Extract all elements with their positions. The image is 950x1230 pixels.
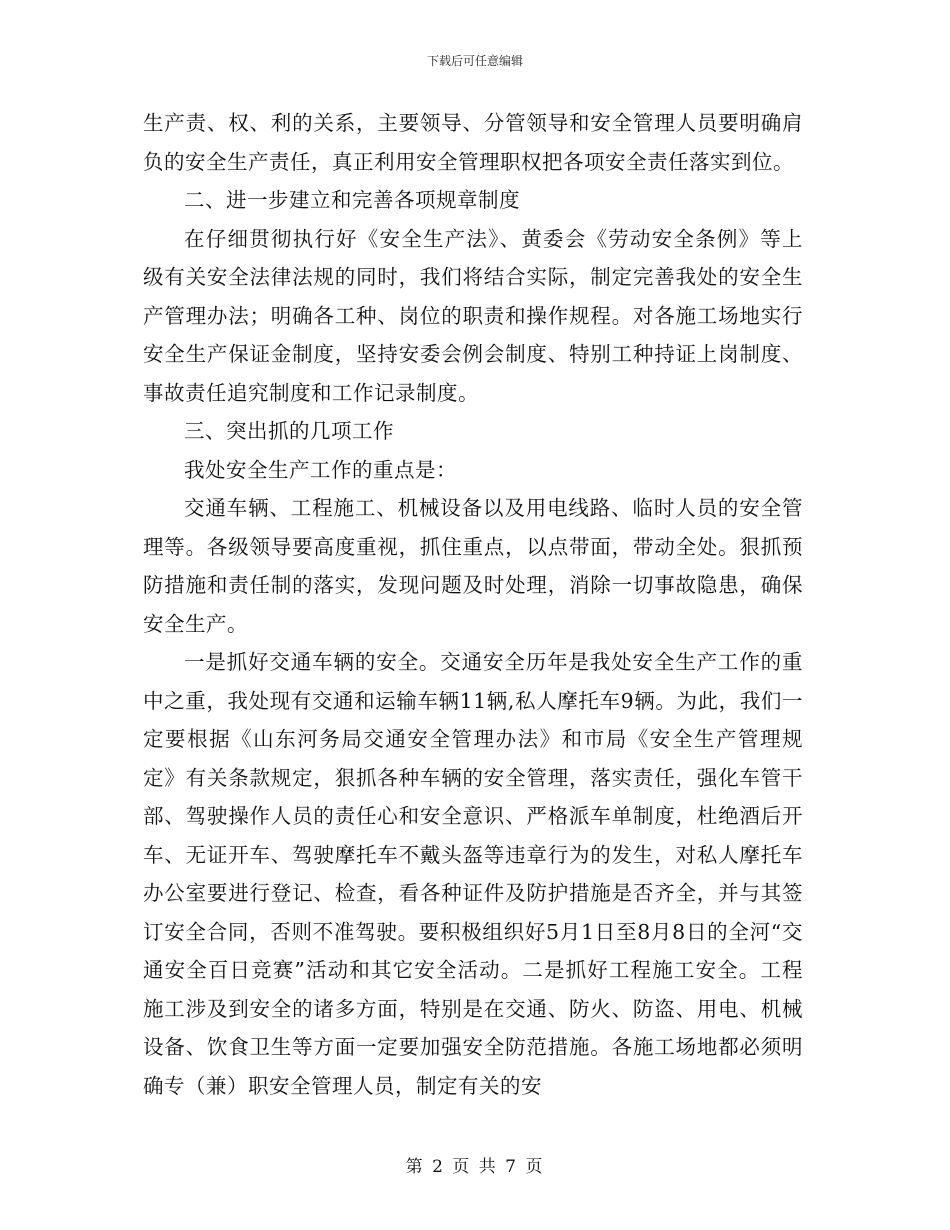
page-number-footer: 第 2 页 共 7 页 — [405, 1157, 545, 1177]
paragraph: 一是抓好交通车辆的安全。交通安全历年是我处安全生产工作的重中之重，我处现有交通和运输车辆11辆,私人摩托车9辆。为此，我们一定要根据《山东河务局交通安全管理办法》和市局《安全生产管理规定》有关条款规定，狠抓各种车辆的安全管理，落实责任，强化车管干部、驾驶操作人员的责任心和安全意识、严格派车单制度，杜绝酒后开车、无证开车、驾驶摩托车不戴头盔等违章行为的发生，对私人摩托车办公室要进行登记、检查，看各种证件及防护措施是否齐全，并与其签订安全合同，否则不准驾驶。要积极组织好5月1日至8月8日的全河“交通安全百日竞赛”活动和其它安全活动。二是抓好工程施工安全。工程施工涉及到安全的诸多方面，特别是在交通、防火、防盗、用电、机械设备、饮食卫生等方面一定要加强安全防范措施。各施工场地都必须明确专（兼）职安全管理人员，制定有关的安 — [143, 650, 803, 1098]
paragraph: 在仔细贯彻执行好《安全生产法》、黄委会《劳动安全条例》等上级有关安全法律法规的同时，我们将结合实际，制定完善我处的安全生产管理办法；明确各工种、岗位的职责和操作规程。对各施工场地实行安全生产保证金制度，坚持安委会例会制度、特别工种持证上岗制度、事故责任追究制度和工作记录制度。 — [143, 226, 803, 405]
document-body — [143, 104, 803, 1105]
page-header: 下载后可任意编辑 — [426, 54, 523, 68]
paragraph: 交通车辆、工程施工、机械设备以及用电线路、临时人员的安全管理等。各级领导要高度重视，抓住重点，以点带面，带动全处。狠抓预防措施和责任制的落实，发现问题及时处理，消除一切事故隐患，确保安全生产。 — [143, 496, 803, 636]
section-heading: 三、突出抓的几项工作 — [184, 419, 394, 443]
paragraph: 我处安全生产工作的重点是： — [184, 457, 457, 482]
section-heading: 二、进一步建立和完善各项规章制度 — [184, 188, 520, 212]
paragraph: 生产责、权、利的关系，主要领导、分管领导和安全管理人员要明确肩负的安全生产责任，真正利用安全管理职权把各项安全责任落实到位。 — [143, 111, 803, 174]
